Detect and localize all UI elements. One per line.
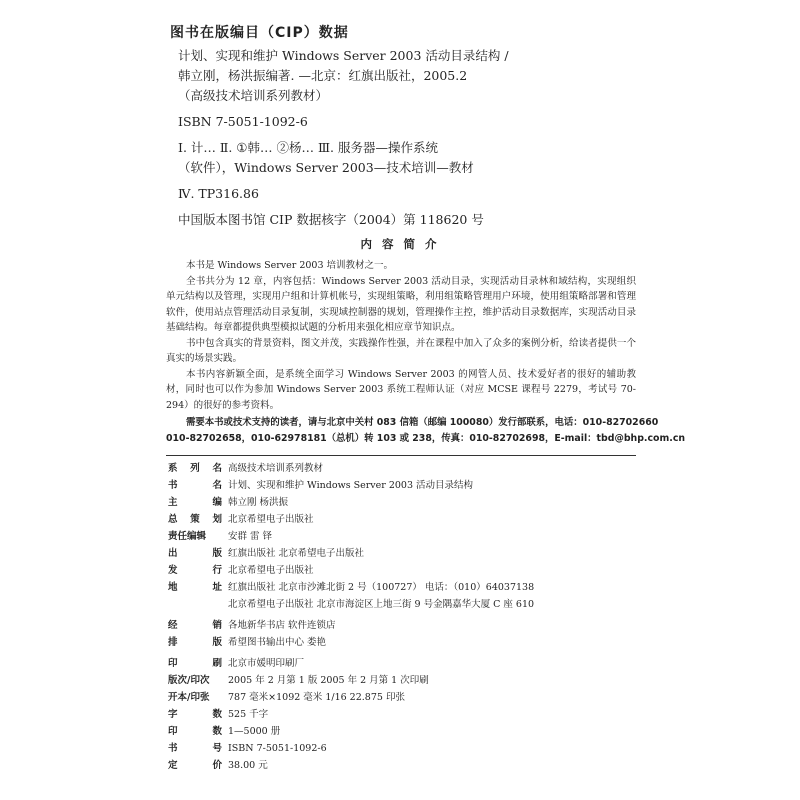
publication-row [168, 706, 638, 723]
publication-value: 北京希望电子出版社 北京市海淀区上地三街 9 号金隅嘉华大厦 C 座 610 [228, 599, 535, 610]
publication-row [168, 511, 638, 528]
publication-value: 北京希望电子出版社 [228, 514, 314, 525]
summary-paragraph: 本书是 Windows Server 2003 培训教材之一。 [186, 260, 394, 271]
publication-row [168, 528, 638, 545]
publication-row [168, 562, 638, 579]
cip-title-line: 计划、实现和维护 Windows Server 2003 活动目录结构 / [178, 48, 509, 63]
cip-series-line: （高级技术培训系列教材） [178, 88, 329, 103]
publication-value: ISBN 7-5051-1092-6 [228, 743, 327, 754]
publication-label: 版次/印次 [168, 675, 210, 686]
contact-line: 需要本书或技术支持的读者，请与北京中关村 083 信箱（邮编 100080）发行部联系，电话：010-82702660 [186, 417, 659, 428]
cip-classification: Ⅳ. TP316.86 [178, 186, 259, 201]
publication-row [168, 723, 638, 740]
publication-row [168, 740, 638, 757]
summary-paragraph: 全书共分为 12 章，内容包括：Windows Server 2003 活动目录，实现活动目录林和域结构，实现组织单元结构以及管理，实现用户组和计算机帐号，实现组策略，利用组策略管理用户环境，使用组策略部署和管理软件，使用站点管理活动目录复制，实现域控制器的规划，管理操作主控，维护活动目录数据库，实现活动目录基础结构。每章都提供典型模拟试题的分析用来强化相应章节知识点。 [166, 275, 636, 333]
publication-details [168, 460, 638, 774]
publication-value: 安群 雷 铎 [228, 531, 273, 542]
publication-row [168, 545, 638, 562]
cip-isbn: ISBN 7-5051-1092-6 [178, 114, 308, 129]
publication-label: 发 行 [168, 565, 222, 576]
summary-paragraph: 书中包含真实的背景资料，图文并茂，实践操作性强，并在课程中加入了众多的案例分析，给读者提供一个真实的场景实践。 [166, 337, 636, 364]
cip-number: 中国版本图书馆 CIP 数据核字（2004）第 118620 号 [178, 212, 484, 227]
contact-info [166, 415, 686, 446]
publication-value: 计划、实现和维护 Windows Server 2003 活动目录结构 [228, 480, 474, 491]
publication-value: 2005 年 2 月第 1 版 2005 年 2 月第 1 次印刷 [228, 675, 429, 686]
cip-heading: 图书在版编目（CIP）数据 [170, 25, 349, 41]
publication-label: 地 址 [168, 582, 222, 593]
publication-value: 各地新华书店 软件连锁店 [228, 620, 336, 631]
publication-label: 定 价 [168, 760, 222, 771]
publication-label: 字 数 [168, 709, 222, 720]
publication-value: 高级技术培训系列教材 [228, 463, 324, 474]
publication-label: 印 数 [168, 726, 222, 737]
publication-label: 开本/印张 [168, 692, 210, 703]
cip-author-line: 韩立刚，杨洪振编著. —北京：红旗出版社，2005.2 [178, 68, 468, 83]
summary-body [166, 258, 636, 413]
publication-value: 韩立刚 杨洪振 [228, 497, 289, 508]
publication-label: 书 名 [168, 480, 222, 491]
publication-label: 总 策 划 [168, 514, 222, 525]
publication-row [168, 494, 638, 511]
publication-row [168, 634, 638, 651]
publication-row [168, 579, 638, 596]
publication-value: 红旗出版社 北京希望电子出版社 [228, 548, 365, 559]
publication-label: 经 销 [168, 620, 222, 631]
publication-label: 系 列 名 [168, 463, 222, 474]
publication-label: 主 编 [168, 497, 222, 508]
summary-paragraph: 本书内容新颖全面，是系统全面学习 Windows Server 2003 的网管人员、技术爱好者的很好的辅助教材，同时也可以作为参加 Windows Server 2003 系统工程师认证（对应 MCSE 课程号 2279，考试号 70-294）的很好的参考资料。 [166, 368, 636, 411]
publication-label: 责任编辑 [168, 531, 207, 542]
publication-value: 525 千字 [228, 709, 269, 720]
cip-subject-line: Ⅰ. 计… Ⅱ. ①韩… ②杨… Ⅲ. 服务器—操作系统 [178, 140, 438, 155]
publication-label: 出 版 [168, 548, 222, 559]
publication-value: 38.00 元 [228, 760, 268, 771]
publication-value: 红旗出版社 北京市沙滩北街 2 号（100727） 电话：（010）64037138 [228, 582, 535, 593]
publication-row [168, 757, 638, 774]
divider [166, 455, 636, 456]
publication-row [168, 477, 638, 494]
publication-value: 787 毫米×1092 毫米 1/16 22.875 印张 [228, 692, 405, 703]
summary-title: 内 容 简 介 [360, 237, 440, 251]
publication-label: 书 号 [168, 743, 222, 754]
cip-record [178, 46, 658, 230]
publication-label: 印 刷 [168, 658, 222, 669]
publication-value: 北京市媛明印刷厂 [228, 658, 305, 669]
publication-value: 希望图书输出中心 娄艳 [228, 637, 327, 648]
publication-value: 1—5000 册 [228, 726, 281, 737]
publication-row [168, 655, 638, 672]
publication-row [168, 460, 638, 477]
publication-row [168, 596, 638, 613]
publication-row [168, 689, 638, 706]
publication-row [168, 672, 638, 689]
publication-value: 北京希望电子出版社 [228, 565, 314, 576]
contact-line: 010-82702658，010-62978181（总机）转 103 或 238，传真：010-82702698，E-mail：tbd@bhp.com.cn [166, 432, 686, 444]
publication-row [168, 617, 638, 634]
publication-label: 排 版 [168, 637, 222, 648]
cip-subject-line: （软件），Windows Server 2003—技术培训—教材 [178, 160, 474, 175]
